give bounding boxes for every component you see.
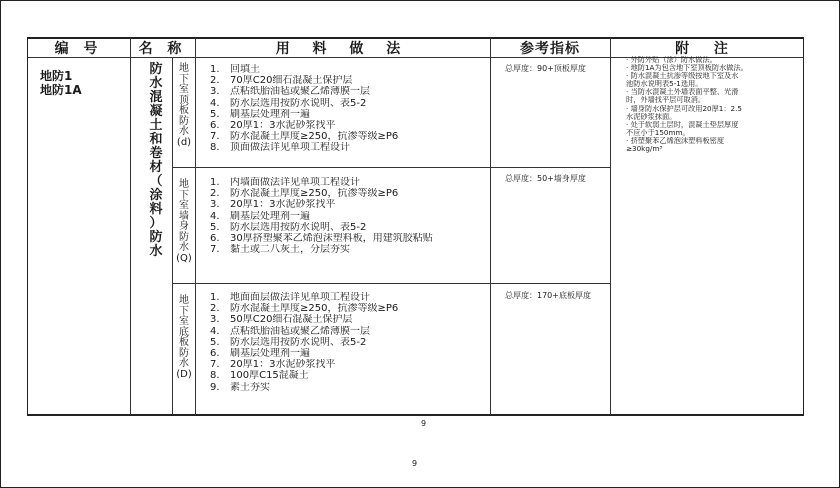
list-item: 5. 防水层选用按防水说明、表5-2	[210, 221, 367, 233]
section-floor-thickness: 总厚度：170+底板厚度	[505, 291, 591, 300]
list-item: 2. 防水混凝土厚度≥250，抗渗等级≥P6	[210, 188, 399, 200]
list-item: 2. 70厚C20细石混凝土保护层	[210, 75, 353, 87]
list-item: 6. 30厚挤塑聚苯乙烯泡沫塑料板，用建筑胶粘贴	[210, 232, 433, 244]
note-line: 不应小于150mm。	[626, 128, 690, 137]
code-dfang1a: 地防1A	[40, 83, 82, 97]
list-item: 7. 20厚1：3水泥砂浆找平	[210, 359, 336, 371]
section-wall-name: 地 下 室 墙 身 防 水 (Q)	[176, 179, 192, 264]
note-line: · 墙身防水保护层可改用20厚1：2.5	[626, 104, 742, 113]
list-item: 3. 20厚1：3水泥砂浆找平	[210, 199, 336, 211]
header-reference: 参考指标	[520, 41, 580, 57]
page-number: 9	[412, 459, 418, 468]
note-line: 时，外墙找平层可取消。	[626, 96, 706, 105]
page-number-top: 9	[421, 419, 427, 428]
list-item: 2. 防水混凝土厚度≥250，抗渗等级≥P6	[210, 303, 399, 315]
note-line: 水泥砂浆抹面。	[626, 112, 677, 121]
section-wall-thickness: 总厚度：50+墙身厚度	[505, 174, 586, 183]
list-item: 9. 素土夯实	[210, 381, 270, 393]
category-name: 防 水 混 凝 土 和 卷 材 （ 涂 料 ） 防 水	[149, 62, 163, 259]
list-item: 4. 点粘纸胎油毡或聚乙烯薄膜一层	[210, 325, 370, 337]
header-code: 编 号	[54, 41, 103, 57]
note-line: ≥30kg/m³	[626, 145, 663, 154]
note-line: · 地防1A为包含地下室顶板防水做法。	[626, 64, 748, 73]
list-item: 6. 20厚1：3水泥砂浆找平	[210, 119, 336, 131]
note-line: · 防水混凝土抗渗等级按地下室及水	[626, 72, 739, 81]
note-line: · 挤塑聚苯乙烯泡沫塑料板密度	[626, 136, 725, 145]
code-dfang1: 地防1	[40, 69, 73, 83]
section-floor-name: 地 下 室 底 板 防 水 (D)	[176, 295, 192, 380]
section-floor-items	[210, 292, 398, 393]
list-item: 4. 防水层选用按防水说明、表5-2	[210, 97, 367, 109]
list-item: 3. 50厚C20细石混凝土保护层	[210, 314, 353, 326]
list-item: 1. 回填土	[210, 64, 260, 75]
list-item: 1. 内墙面做法详见单项工程设计	[210, 177, 360, 188]
list-item: 5. 刷基层处理剂一遍	[210, 108, 310, 120]
list-item: 1. 地面面层做法详见单项工程设计	[210, 292, 370, 303]
list-item: 8. 顶面做法详见单项工程设计	[210, 142, 350, 154]
note-line: 池防水说明表5-1选用。	[626, 80, 703, 89]
note-line: · 外防外贴（涂）防水做法。	[626, 56, 717, 64]
list-item: 7. 防水混凝土厚度≥250，抗渗等级≥P6	[210, 131, 399, 143]
note-line: · 当防水混凝土外墙表面平整、光滑	[626, 88, 739, 97]
section-roof-items	[210, 64, 398, 154]
note-line: · 处于软弱土层时，混凝土垫层厚度	[626, 120, 739, 129]
list-item: 5. 防水层选用按防水说明、表5-2	[210, 336, 367, 348]
list-item: 7. 黏土或二八灰土，分层夯实	[210, 244, 350, 256]
header-notes: 附 注	[675, 41, 738, 57]
header-method: 用 料 做 法	[275, 41, 410, 57]
list-item: 8. 100厚C15混凝土	[210, 370, 309, 382]
section-roof-thickness: 总厚度：90+顶板厚度	[505, 64, 586, 73]
section-roof-name: 地 下 室 顶 板 防 水 (d)	[176, 63, 192, 148]
notes-list	[626, 56, 812, 153]
header-name: 名 称	[138, 41, 187, 57]
section-wall-items	[210, 177, 433, 255]
list-item: 4. 刷基层处理剂一遍	[210, 210, 310, 222]
list-item: 6. 刷基层处理剂一遍	[210, 347, 310, 359]
list-item: 3. 点粘纸胎油毡或聚乙烯薄膜一层	[210, 86, 370, 98]
